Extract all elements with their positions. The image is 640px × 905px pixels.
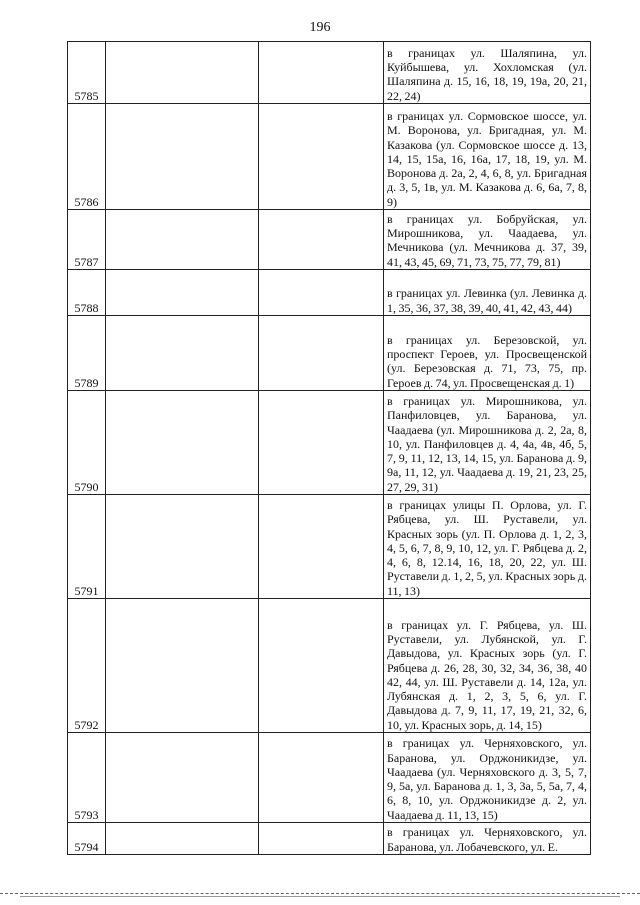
- row-number: 5787: [68, 210, 106, 270]
- boundary-cell: [384, 823, 591, 855]
- boundary-cell: [384, 104, 591, 210]
- table-row: [68, 104, 591, 210]
- boundary-description: в границах ул. Березовской, ул. проспект Героев, ул. Просвещенской (ул. Березовская д. 71, 73, 75, пр. Героев д. 74, ул. Просвещенская д. 1): [387, 332, 587, 390]
- empty-cell: [259, 104, 384, 210]
- boundary-cell: [384, 42, 591, 104]
- empty-cell: [106, 823, 259, 855]
- boundary-description: в границах улицы П. Орлова, ул. Г. Рябцева, ул. Ш. Руставели, ул. Красных зорь (ул. П. Орлова д. 1, 2, 3, 4, 5, 6, 7, 8, 9, 10, 12, ул. Г. Рябцева д. 2, 4, 6, 8, 12.14, 16, 18, 20, 22, ул. Ш. Руставели д. 1, 2, 5, ул. Красных зорь д. 11, 13): [387, 497, 587, 598]
- empty-cell: [259, 42, 384, 104]
- empty-cell: [106, 733, 259, 823]
- bottom-rule: [20, 896, 620, 897]
- empty-cell: [106, 270, 259, 316]
- empty-cell: [106, 495, 259, 599]
- boundary-cell: [384, 391, 591, 495]
- boundary-description: в границах ул. Г. Рябцева, ул. Ш. Руставели, ул. Лубянской, ул. Г. Давыдова, ул. Красных зорь (ул. Г. Рябцева д. 26, 28, 30, 32, 34, 36, 38, 40 42, 44, ул. Ш. Руставели д. 14, 12а, ул. Лубянская д. 1, 2, 3, 5, 6, ул. Г. Давыдова д. 7, 9, 11, 17, 19, 21, 32, 6, 10, ул. Красных зорь, д. 14, 15): [387, 617, 587, 732]
- empty-cell: [259, 733, 384, 823]
- row-number: 5794: [68, 823, 106, 855]
- empty-cell: [259, 210, 384, 270]
- empty-cell: [106, 210, 259, 270]
- empty-cell: [259, 495, 384, 599]
- empty-cell: [106, 316, 259, 391]
- row-number: 5788: [68, 270, 106, 316]
- boundary-cell: [384, 495, 591, 599]
- boundary-description: в границах ул. Левинка (ул. Левинка д. 1, 35, 36, 37, 38, 39, 40, 41, 42, 43, 44): [387, 286, 587, 315]
- boundary-cell: [384, 599, 591, 733]
- boundary-description: в границах ул. Бобруйская, ул. Мирошникова, ул. Чаадаева, ул. Мечникова (ул. Мечникова д. 37, 39, 41, 43, 45, 69, 71, 73, 75, 77, 79, 81): [387, 211, 587, 269]
- empty-cell: [259, 316, 384, 391]
- empty-cell: [106, 42, 259, 104]
- boundary-description: в границах ул. Мирошникова, ул. Панфиловцев, ул. Баранова, ул. Чаадаева (ул. Мирошникова д. 2, 2а, 8, 10, ул. Панфиловцев д. 4, 4а, 4в, 4б, 5, 7, 9, 11, 12, 13, 14, 15, ул. Баранова д. 9, 9а, 11, 12, ул. Чаадаева д. 19, 21, 23, 25, 27, 29, 31): [387, 393, 587, 494]
- table-row: [68, 495, 591, 599]
- empty-cell: [259, 270, 384, 316]
- boundary-cell: [384, 733, 591, 823]
- table-row: [68, 599, 591, 733]
- table-row: [68, 42, 591, 104]
- table-row: [68, 391, 591, 495]
- empty-cell: [106, 599, 259, 733]
- boundary-description: в границах ул. Черняховского, ул. Баранова, ул. Лобачевского, ул. Е.: [387, 825, 587, 854]
- empty-cell: [106, 391, 259, 495]
- address-table: [67, 41, 591, 855]
- row-number: 5793: [68, 733, 106, 823]
- empty-cell: [259, 391, 384, 495]
- table-row: [68, 733, 591, 823]
- boundary-description: в границах ул. Черняховского, ул. Баранова, ул. Орджоникидзе, ул. Чаадаева (ул. Черняховского д. 3, 5, 7, 9, 5а, ул. Баранова д. 1, 3, 3а, 5, 5а, 7, 4, 6, 8, 10, ул. Орджоникидзе д. 2, ул. Чаадаева д. 11, 13, 15): [387, 736, 587, 822]
- row-number: 5786: [68, 104, 106, 210]
- boundary-description: в границах ул. Шаляпина, ул. Куйбышева, ул. Хохломская (ул. Шаляпина д. 15, 16, 18, 19, 19а, 20, 21, 22, 24): [387, 45, 587, 103]
- row-number: 5792: [68, 599, 106, 733]
- table-row: [68, 316, 591, 391]
- row-number: 5789: [68, 316, 106, 391]
- table-row: [68, 270, 591, 316]
- boundary-description: в границах ул. Сормовское шоссе, ул. М. Воронова, ул. Бригадная, ул. М. Казакова (ул. Сормовское шоссе д. 13, 14, 15, 15а, 16, 16а, 17, 18, 19, ул. М. Воронова д. 2а, 2, 4, 6, 8, ул. Бригадная д. 3, 5, 1в, ул. М. Казакова д. 6, 6а, 7, 8, 9): [387, 108, 587, 209]
- row-number: 5785: [68, 42, 106, 104]
- table-row: [68, 823, 591, 855]
- empty-cell: [259, 823, 384, 855]
- page-number: 196: [309, 20, 331, 35]
- empty-cell: [259, 599, 384, 733]
- table-body: [68, 42, 591, 855]
- row-number: 5790: [68, 391, 106, 495]
- table-row: [68, 210, 591, 270]
- bottom-dashed-rule: [0, 893, 640, 894]
- row-number: 5791: [68, 495, 106, 599]
- boundary-cell: [384, 270, 591, 316]
- boundary-cell: [384, 316, 591, 391]
- empty-cell: [106, 104, 259, 210]
- boundary-cell: [384, 210, 591, 270]
